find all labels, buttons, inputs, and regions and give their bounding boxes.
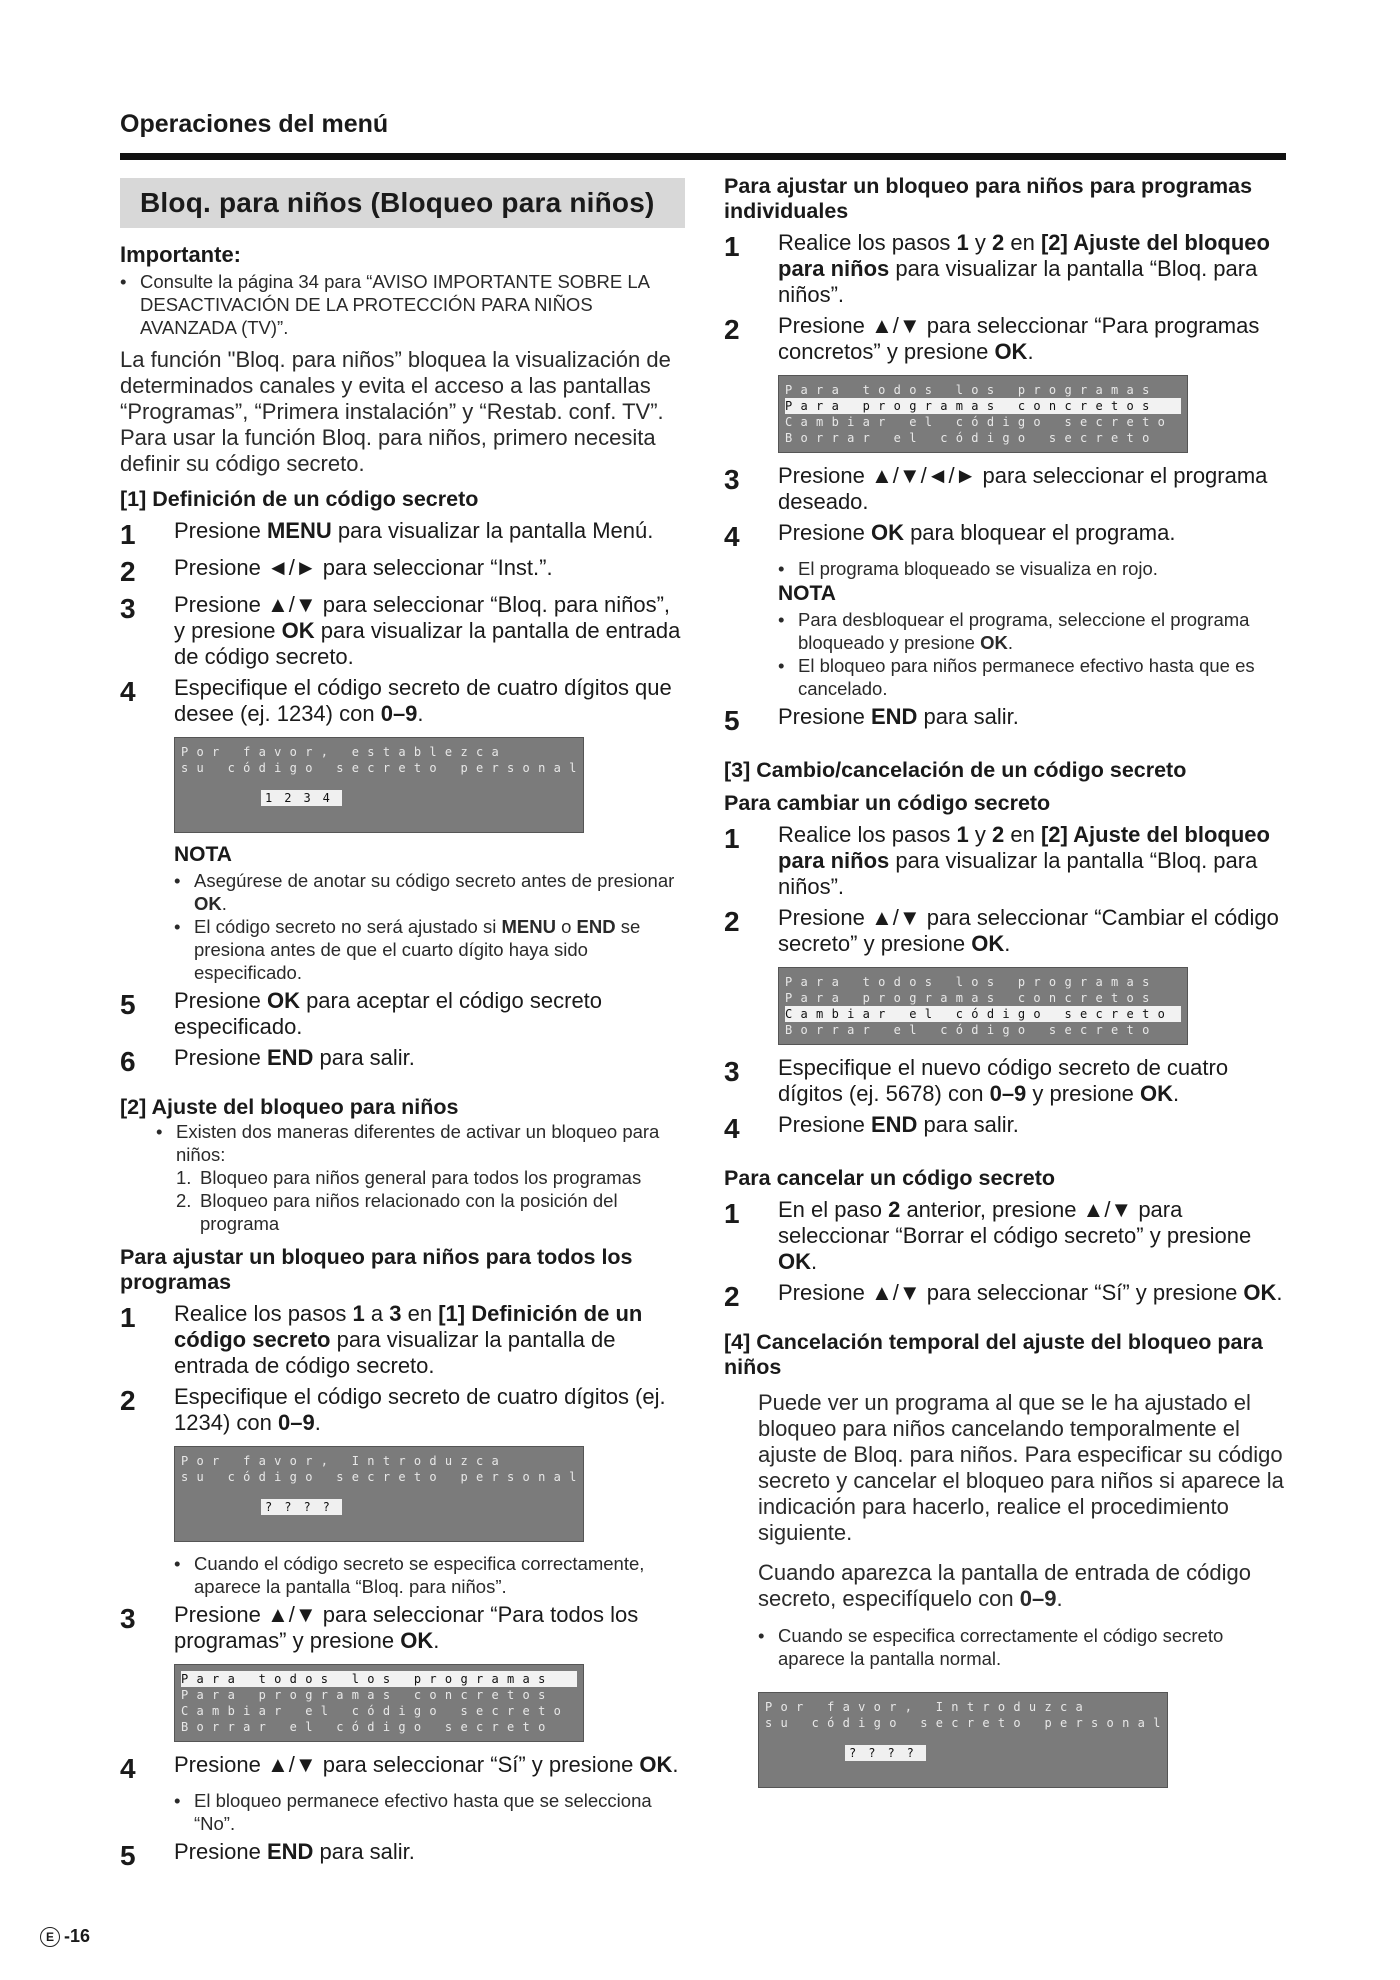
step-number: 3: [724, 464, 740, 495]
step-text: Presione ▲/▼ para seleccionar “Cambiar el código secreto” y presione OK.: [778, 905, 1279, 956]
step-text: Realice los pasos 1 a 3 en [1] Definición de un código secreto para visualizar la pantalla de entrada de código secreto.: [174, 1301, 643, 1378]
s3-step: [724, 905, 1294, 957]
s3c-step: [724, 1280, 1294, 1312]
s1-step: [120, 1045, 685, 1077]
step-number: 2: [120, 556, 136, 587]
tv-screen-menu: [778, 967, 1188, 1045]
s4-paragraph: Cuando aparezca la pantalla de entrada de código secreto, especifíquelo con 0–9.: [758, 1560, 1251, 1611]
nota-label: NOTA: [778, 582, 836, 605]
s2-step4-note: • El bloqueo permanece efectivo hasta que se selecciona “No”.: [174, 1790, 652, 1834]
step-text: Especifique el nuevo código secreto de cuatro dígitos (ej. 5678) con 0–9 y presione OK.: [778, 1055, 1229, 1106]
screen-code-value: 1234: [261, 790, 342, 806]
important-title: Importante:: [120, 242, 241, 267]
s3-step: [724, 1055, 1294, 1107]
screen-line: su código secreto personal: [765, 1716, 1169, 1730]
s3-subtitle-cancel: Para cancelar un código secreto: [724, 1166, 1055, 1190]
step-text: Presione ▲/▼ para seleccionar “Para programas concretos” y presione OK.: [778, 313, 1260, 364]
step-text: Especifique el código secreto de cuatro dígitos que desee (ej. 1234) con 0–9.: [174, 675, 672, 726]
step-number: 5: [724, 705, 740, 736]
screen-line: su código secreto personal: [181, 1470, 585, 1484]
section-title: Bloq. para niños (Bloqueo para niños): [120, 178, 685, 228]
r1-step4-note: • El programa bloqueado se visualiza en rojo.: [778, 558, 1158, 579]
menu-row: Cambiar el código secreto: [181, 1704, 570, 1718]
step-text: Presione ◄/► para seleccionar “Inst.”.: [174, 555, 553, 580]
step-number: 2: [120, 1385, 136, 1416]
step-number: 2: [724, 1281, 740, 1312]
section2-title: [2] Ajuste del bloqueo para niños: [120, 1095, 459, 1119]
menu-row: Para todos los programas: [785, 975, 1158, 989]
step-text: Presione END para salir.: [778, 704, 1019, 729]
menu-row: Cambiar el código secreto: [785, 415, 1174, 429]
right-column: [724, 174, 1294, 1798]
step-number: 2: [724, 906, 740, 937]
s2-list-item: 1. Bloqueo para niños general para todos los programas: [176, 1167, 642, 1188]
nota-bullet: • El bloqueo para niños permanece efectivo hasta que es cancelado.: [778, 655, 1255, 699]
menu-row: Para programas concretos: [785, 991, 1158, 1005]
step-number: 4: [724, 521, 740, 552]
r1-step: [724, 230, 1294, 308]
menu-row: Borrar el código secreto: [785, 1023, 1158, 1037]
step-text: Especifique el código secreto de cuatro dígitos (ej. 1234) con 0–9.: [174, 1384, 666, 1435]
step-number: 5: [120, 989, 136, 1020]
s2-step: [120, 1301, 685, 1379]
menu-row: Cambiar el código secreto: [785, 1006, 1181, 1022]
r-subtitle: Para ajustar un bloqueo para niños para programas individuales: [724, 174, 1253, 223]
menu-row: Para programas concretos: [181, 1688, 554, 1702]
step-number: 4: [724, 1113, 740, 1144]
intro-paragraph: [120, 347, 685, 477]
step-number: 5: [120, 1840, 136, 1871]
s2-subtitle: Para ajustar un bloqueo para niños para todos los programas: [120, 1245, 633, 1294]
step-number: 1: [120, 1302, 136, 1333]
step-number: 3: [120, 1603, 136, 1634]
tv-screen-menu: [778, 375, 1188, 453]
intro-line2: Para usar la función Bloq. para niños, primero necesita definir su código secreto.: [120, 425, 656, 476]
s4-paragraph: Puede ver un programa al que se le ha ajustado el bloqueo para niños cancelando temporalmente el ajuste de Bloq. para niños. Para especificar su código secreto y cancelar el bloqueo para niños si aparece la indicación para hacerlo, realice el procedimiento siguiente.: [758, 1390, 1284, 1545]
step-text: Presione ▲/▼ para seleccionar “Para todos los programas” y presione OK.: [174, 1602, 639, 1653]
step-text: Presione ▲/▼ para seleccionar “Bloq. para niños”, y presione OK para visualizar la pantalla de entrada de código secreto.: [174, 592, 681, 669]
nota-label: NOTA: [174, 843, 232, 866]
r1-step: [724, 313, 1294, 365]
bullet-mark: •: [120, 271, 127, 292]
left-column: [120, 178, 685, 1876]
s2-list-item: 2. Bloqueo para niños relacionado con la posición del programa: [176, 1190, 618, 1234]
s2-step: [120, 1384, 685, 1436]
screen-line: Por favor, Introduzca: [765, 1700, 1092, 1714]
menu-row: Para programas concretos: [785, 398, 1181, 414]
step-text: Presione ▲/▼ para seleccionar “Sí” y presione OK.: [174, 1752, 679, 1777]
important-text: Consulte la página 34 para “AVISO IMPORTANTE SOBRE LA DESACTIVACIÓN DE LA PROTECCIÓN PARA NIÑOS AVANZADA (TV)”.: [140, 271, 649, 338]
s1-step: [120, 675, 685, 727]
step-text: Presione ▲/▼/◄/► para seleccionar el programa deseado.: [778, 463, 1268, 514]
language-e-icon: E: [40, 1927, 60, 1947]
nota-bullet: • El código secreto no será ajustado si MENU o END se presiona antes de que el cuarto dígito haya sido especificado.: [174, 916, 641, 983]
s2-step: [120, 1602, 685, 1654]
step-text: Presione OK para aceptar el código secreto especificado.: [174, 988, 603, 1039]
step-text: Presione ▲/▼ para seleccionar “Sí” y presione OK.: [778, 1280, 1283, 1305]
s2-note: • Cuando el código secreto se especifica correctamente, aparece la pantalla “Bloq. para niños”.: [174, 1553, 645, 1597]
step-number: 3: [120, 593, 136, 624]
step-number: 1: [724, 1198, 740, 1229]
section3-title: [3] Cambio/cancelación de un código secreto: [724, 758, 1187, 782]
s1-step: [120, 988, 685, 1040]
step-text: Presione END para salir.: [174, 1839, 415, 1864]
menu-row: Borrar el código secreto: [181, 1720, 554, 1734]
nota-bullet: • Para desbloquear el programa, seleccione el programa bloqueado y presione OK.: [778, 609, 1250, 653]
page-number: [40, 1926, 90, 1947]
section4-title: [4] Cancelación temporal del ajuste del bloqueo para niños: [724, 1330, 1263, 1379]
step-text: Presione END para salir.: [778, 1112, 1019, 1137]
step-number: 1: [120, 519, 136, 550]
tv-screen-enter-code: [758, 1692, 1168, 1788]
step-text: Realice los pasos 1 y 2 en [2] Ajuste del bloqueo para niños para visualizar la pantalla “Bloq. para niños”.: [778, 230, 1270, 307]
important-bullet: [120, 270, 685, 339]
s2-step: [120, 1839, 685, 1871]
menu-row: Borrar el código secreto: [785, 431, 1158, 445]
menu-row: Para todos los programas: [181, 1671, 577, 1687]
screen-code-value: ????: [261, 1499, 342, 1515]
s2-bullet: • Existen dos maneras diferentes de activar un bloqueo para niños:: [156, 1121, 660, 1165]
r1-step: [724, 704, 1294, 736]
tv-screen-set-code: [174, 737, 584, 833]
s2-step: [120, 1752, 685, 1784]
screen-line: su código secreto personal: [181, 761, 585, 775]
step-text: Realice los pasos 1 y 2 en [2] Ajuste del bloqueo para niños para visualizar la pantalla “Bloq. para niños”.: [778, 822, 1270, 899]
intro-line1: La función "Bloq. para niños” bloquea la visualización de determinados canales y evita el acceso a las pantallas “Programas”, “Primera instalación” y “Restab. conf. TV”.: [120, 347, 671, 424]
step-number: 1: [724, 231, 740, 262]
tv-screen-menu: [174, 1664, 584, 1742]
r1-step: [724, 520, 1294, 552]
step-number: 4: [120, 1753, 136, 1784]
screen-line: Por favor, establezca: [181, 745, 508, 759]
step-number: 6: [120, 1046, 136, 1077]
step-number: 2: [724, 314, 740, 345]
s1-step: [120, 518, 685, 550]
s3-step: [724, 1112, 1294, 1144]
s3-subtitle: Para cambiar un código secreto: [724, 791, 1051, 815]
nota-bullet: • Asegúrese de anotar su código secreto antes de presionar OK.: [174, 870, 675, 914]
s1-step: [120, 555, 685, 587]
s3-step: [724, 822, 1294, 900]
step-text: En el paso 2 anterior, presione ▲/▼ para seleccionar “Borrar el código secreto” y presione OK.: [778, 1197, 1252, 1274]
screen-code-value: ????: [845, 1745, 926, 1761]
page-number-text: -16: [64, 1926, 91, 1946]
section1-title: [1] Definición de un código secreto: [120, 487, 479, 511]
step-text: Presione END para salir.: [174, 1045, 415, 1070]
s1-step: [120, 592, 685, 670]
step-number: 4: [120, 676, 136, 707]
step-text: Presione MENU para visualizar la pantalla Menú.: [174, 518, 654, 543]
r1-step: [724, 463, 1294, 515]
s3c-step: [724, 1197, 1294, 1275]
step-text: Presione OK para bloquear el programa.: [778, 520, 1176, 545]
screen-line: Por favor, Introduzca: [181, 1454, 508, 1468]
step-number: 1: [724, 823, 740, 854]
menu-row: Para todos los programas: [785, 383, 1158, 397]
page-header-title: Operaciones del menú: [120, 110, 389, 138]
tv-screen-enter-code: [174, 1446, 584, 1542]
step-number: 3: [724, 1056, 740, 1087]
s4-note: • Cuando se especifica correctamente el código secreto aparece la pantalla normal.: [758, 1625, 1224, 1669]
header-rule: [120, 153, 1286, 160]
